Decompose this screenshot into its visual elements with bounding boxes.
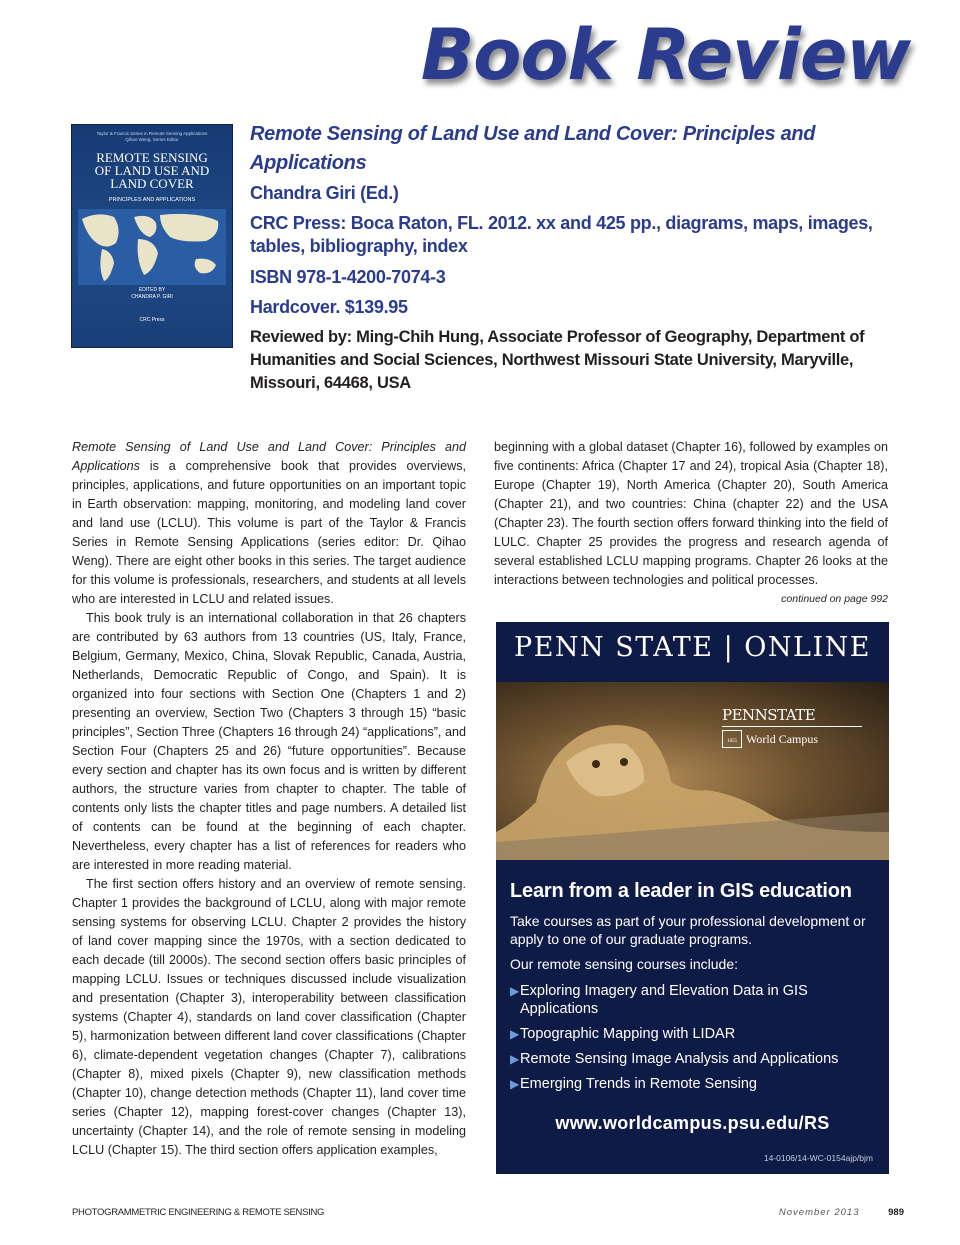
arrow-icon: ▶ xyxy=(510,1027,520,1041)
article-column-left xyxy=(72,438,466,1160)
footer-right xyxy=(779,1207,904,1218)
book-publication: CRC Press: Boca Raton, FL. 2012. xx and 425 pp., diagrams, maps, images, tables, bibliography, index xyxy=(250,213,873,256)
article-paragraph: Remote Sensing of Land Use and Land Cover: Principles and Applications is a comprehensive book that provides overviews, principles, applications, and future opportunities on an important topic in Earth observation: mapping, monitoring, and modeling land cover and land use (LCLU). This volume is part of the Taylor & Francis Series in Remote Sensing Applications (series editor: Dr. Qihao Weng). There are eight other books in this series. The target audience for this volume is professionals, researchers, and students at all levels who are interested in LCLU and related issues. xyxy=(72,440,466,606)
footer-date: November 2013 xyxy=(778,1207,860,1218)
article-column-right xyxy=(494,438,888,606)
page-number: 989 xyxy=(888,1207,904,1218)
ad-subhead: Our remote sensing courses include: xyxy=(510,956,738,972)
cover-subtitle: PRINCIPLES AND APPLICATIONS xyxy=(108,197,196,203)
cover-title: REMOTE SENSING OF LAND USE AND LAND COVER xyxy=(94,150,210,191)
book-title: Remote Sensing of Land Use and Land Cover: Principles and Applications xyxy=(250,123,816,174)
list-item: ▶ Remote Sensing Image Analysis and Applications xyxy=(510,1051,839,1067)
seal-icon: 1855 xyxy=(722,730,742,748)
article-paragraph: beginning with a global dataset (Chapter 16), followed by examples on five continents: Africa (Chapter 17 and 24), tropical Asia (Chapter 18), Europe (Chapter 19), North America (Chapter 20), South America (Chapter 21), and two countries: China (chapter 22) and the USA (Chapter 23). The fourth section offers forward thinking into the field of LULC. Chapter 25 provides the progress and research agenda of several established LCLU mapping programs. Chapter 26 looks at the interactions between technologies and political processes. xyxy=(494,440,888,587)
cover-publisher: CRC Press xyxy=(139,317,165,323)
ad-code: 14-0106/14-WC-0154ajp/bjm xyxy=(763,1153,873,1163)
arrow-icon: ▶ xyxy=(510,1077,520,1091)
list-item: ▶ Emerging Trends in Remote Sensing xyxy=(510,1076,757,1092)
book-price: Hardcover. $139.95 xyxy=(250,297,408,317)
article-paragraph: This book truly is an international collaboration in that 26 chapters are contributed by 63 authors from 13 countries (US, Italy, France, Belgium, Germany, Mexico, China, Slovak Republic, Canada, Austria, Netherlands, Democratic Republic of Congo, and Spain). It is organized into four sections with Section One (Chapters 1 and 2) presenting an overview, Section Two (Chapters 3 through 15) “basic principles”, Section Three (Chapters 16 through 24) “applications”, and Section Four (Chapters 25 and 26) “future opportunities”. Because every section and chapter has its own focus and is written by different authors, the structure varies from chapter to chapter. The table of contents only lists the chapter titles and page numbers. A detailed list of contents can be found at the beginning of each chapter. Nevertheless, every chapter has a list of references for readers who are interested in more reading material. xyxy=(72,611,466,872)
book-citation xyxy=(250,120,890,322)
ad-header: PENN STATE | ONLINE xyxy=(514,632,871,663)
course-list xyxy=(510,982,880,1100)
book-cover-image xyxy=(72,125,232,347)
book-editor: Chandra Giri (Ed.) xyxy=(250,183,399,203)
world-map-graphic xyxy=(78,209,226,285)
masthead-title: Book Review xyxy=(420,14,910,96)
campus-name: World Campus xyxy=(746,731,819,746)
article-paragraph: The first section offers history and an overview of remote sensing. Chapter 1 provides the background of LCLU, along with major remote sensing systems for observing LCLU. Chapter 2 provides the history of land cover mapping since the 1970s, with a section dedicated to each decade (till 2000s). The second section offers basic principles of mapping LCLU. Issues or techniques discussed include visualization and presentation (Chapter 3), interoperability between classification systems (Chapter 4), standards on land cover classification (Chapter 5), harmonization between different land cover classifications (Chapter 6), climate-dependent vegetation changes (Chapter 7), calibrations (Chapter 8), mixed pixels (Chapter 9), new classification methods (Chapter 10), change detection methods (Chapter 11), land cover time series (Chapter 12), mapping forest-cover changes (Chapter 13), uncertainty (Chapter 14), and the role of remote sensing in modeling LCLU (Chapter 15). The third section offers application examples, xyxy=(72,877,466,1157)
ad-url-link[interactable]: www.worldcampus.psu.edu/RS xyxy=(555,1113,830,1133)
list-item: ▶ Exploring Imagery and Elevation Data in GIS Applications xyxy=(510,983,808,1017)
continued-note: continued on page 992 xyxy=(781,593,888,605)
penn-state-logo xyxy=(722,706,862,748)
book-isbn: ISBN 978-1-4200-7074-3 xyxy=(250,267,446,287)
ad-body: Take courses as part of your professional development or apply to one of our graduate programs. xyxy=(510,913,866,947)
arrow-icon: ▶ xyxy=(510,984,520,998)
ad-headline: Learn from a leader in GIS education xyxy=(510,880,852,902)
advertisement[interactable] xyxy=(496,622,889,1174)
footer-journal: PHOTOGRAMMETRIC ENGINEERING & REMOTE SENSING xyxy=(72,1207,325,1218)
list-item: ▶ Topographic Mapping with LIDAR xyxy=(510,1026,736,1042)
arrow-icon: ▶ xyxy=(510,1052,520,1066)
cover-series: Taylor & Francis Series in Remote Sensing Applications Qihao Weng, Series Editor xyxy=(96,131,208,142)
cover-editor: EDITED BY CHANDRA P. GIRI xyxy=(131,287,173,300)
brand-name: PENNSTATE xyxy=(722,706,816,724)
reviewer-credit: Reviewed by: Ming-Chih Hung, Associate Professor of Geography, Department of Humanities and Social Sciences, Northwest Missouri State University, Maryville, Missouri, 64468, USA xyxy=(250,328,865,392)
article-book-title: Remote Sensing of Land Use and Land Cover: Principles and Applications xyxy=(72,440,466,473)
